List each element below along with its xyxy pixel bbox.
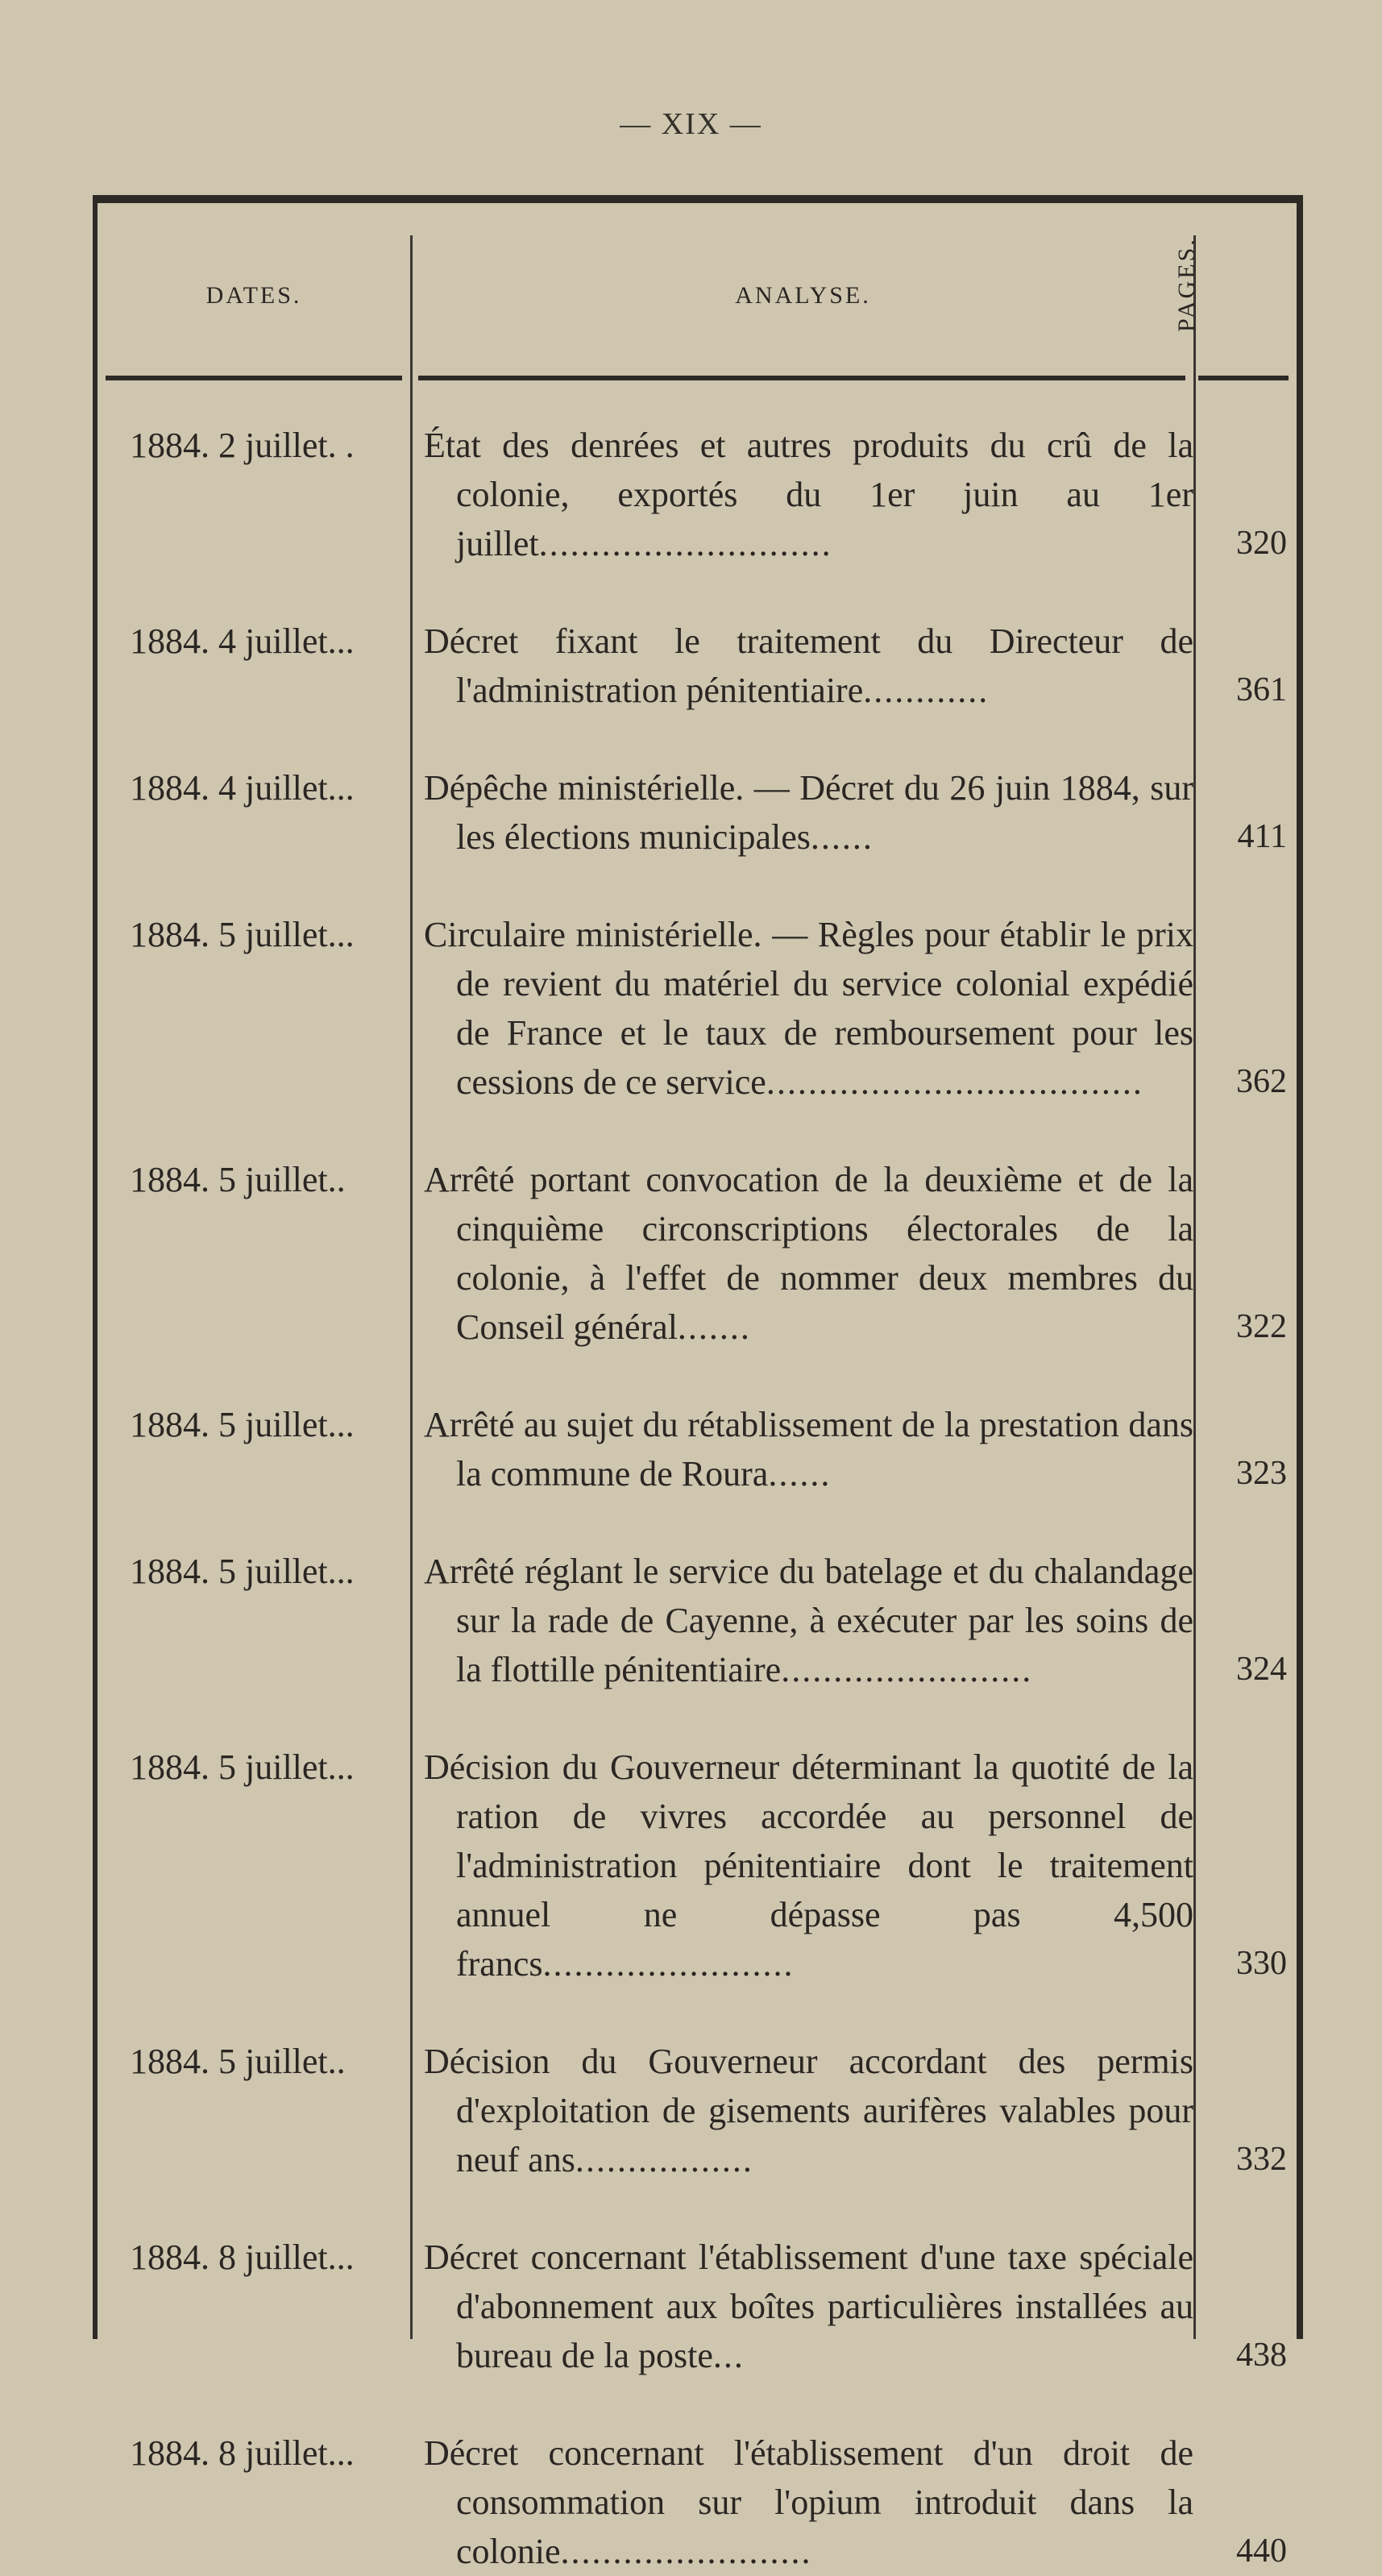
header-rule <box>418 376 1185 380</box>
entry-analysis <box>424 1155 1193 1352</box>
entry-page: 324 <box>1236 1651 1287 1688</box>
table-row <box>98 1547 1297 1694</box>
leader-dots: ...... <box>768 1454 832 1494</box>
page-number: — XIX — <box>620 107 762 141</box>
header-analyse: ANALYSE. <box>735 282 871 309</box>
entry-date: 1884. 5 juillet.. <box>130 1160 346 1199</box>
header-pages: PAGES. <box>1173 237 1200 332</box>
entry-analysis <box>424 2429 1193 2576</box>
entry-analysis <box>424 910 1193 1107</box>
table-row <box>98 763 1297 862</box>
table-row <box>98 617 1297 715</box>
table-row <box>98 1400 1297 1498</box>
table-row <box>98 1743 1297 1988</box>
table-row <box>98 910 1297 1107</box>
entry-page: 361 <box>1236 671 1287 708</box>
entry-analysis <box>424 2233 1193 2380</box>
entry-page: 323 <box>1236 1455 1287 1492</box>
leader-dots: ...... <box>810 817 874 857</box>
leader-dots: ....... <box>677 1307 751 1347</box>
entry-date: 1884. 4 juillet... <box>130 768 355 808</box>
entry-analysis-text: Décret concernant l'établissement d'un droit de consommation sur l'opium introduit dans la colonie <box>424 2433 1193 2571</box>
header-rule <box>106 376 402 380</box>
entry-page: 362 <box>1236 1063 1287 1100</box>
entry-page: 440 <box>1236 2532 1287 2570</box>
table-row <box>98 2429 1297 2576</box>
entry-analysis-text: Arrêté portant convocation de la deuxième et de la cinquième circonscriptions électorales de la colonie, à l'effet de nommer deux membres du Conseil général <box>424 1160 1193 1347</box>
leader-dots: ........................ <box>781 1650 1033 1689</box>
entry-date: 1884. 4 juillet... <box>130 621 355 661</box>
entry-page: 438 <box>1236 2337 1287 2374</box>
header-dates: DATES. <box>205 282 302 309</box>
leader-dots: ............................ <box>538 524 832 563</box>
entry-analysis-text: Décision du Gouverneur déterminant la quotité de la ration de vivres accordée au personnel de l'administration pénitentiaire dont le traitement annuel ne dépasse pas 4,500 francs <box>424 1747 1193 1984</box>
header-rule <box>1198 376 1289 380</box>
table-row <box>98 1155 1297 1352</box>
entry-page: 320 <box>1236 525 1287 562</box>
entry-analysis-text: Arrêté réglant le service du batelage et du chalandage sur la rade de Cayenne, à exécuter par les soins de la flottille pénitentiaire <box>424 1552 1193 1689</box>
entry-analysis-text: Décret fixant le traitement du Directeur de l'administration pénitentiaire <box>424 621 1193 710</box>
leader-dots: ........................ <box>542 1944 795 1984</box>
entry-date: 1884. 2 juillet. . <box>130 426 355 465</box>
entry-analysis <box>424 1743 1193 1988</box>
leader-dots: ........................ <box>560 2532 812 2571</box>
leader-dots: ... <box>712 2336 745 2375</box>
entry-date: 1884. 8 juillet... <box>130 2433 355 2473</box>
entry-page: 330 <box>1236 1945 1287 1982</box>
table-header <box>98 203 1297 382</box>
entry-analysis <box>424 763 1193 862</box>
entry-page: 332 <box>1236 2141 1287 2178</box>
entry-analysis <box>424 2037 1193 2184</box>
table-row <box>98 421 1297 568</box>
table-row <box>98 2233 1297 2380</box>
entry-analysis-text: Dépêche ministérielle. — Décret du 26 juin 1884, sur les élections municipales <box>424 768 1193 857</box>
entry-date: 1884. 5 juillet... <box>130 1405 355 1444</box>
entry-analysis-text: État des denrées et autres produits du crû de la colonie, exportés du 1er juin au 1er juillet <box>424 426 1193 563</box>
table-row <box>98 2037 1297 2184</box>
entry-date: 1884. 5 juillet... <box>130 1747 355 1787</box>
leader-dots: .................................... <box>766 1062 1143 1102</box>
entry-date: 1884. 5 juillet.. <box>130 2042 346 2081</box>
leader-dots: ............ <box>863 671 990 710</box>
entry-analysis-text: Circulaire ministérielle. — Règles pour établir le prix de revient du matériel du service colonial expédié de France et le taux de remboursement pour les cessions de ce service <box>424 915 1193 1102</box>
entry-date: 1884. 5 juillet... <box>130 915 355 954</box>
table-body <box>98 421 1297 2576</box>
entry-analysis <box>424 421 1193 568</box>
entry-date: 1884. 5 juillet... <box>130 1552 355 1591</box>
leader-dots: ................. <box>575 2140 753 2179</box>
entry-analysis <box>424 1547 1193 1694</box>
entry-date: 1884. 8 juillet... <box>130 2237 355 2277</box>
entry-analysis <box>424 617 1193 715</box>
entry-page: 322 <box>1236 1308 1287 1345</box>
entry-page: 411 <box>1237 818 1287 855</box>
entry-analysis-text: Arrêté au sujet du rétablissement de la prestation dans la commune de Roura <box>424 1405 1193 1494</box>
entry-analysis <box>424 1400 1193 1498</box>
entry-analysis-text: Décision du Gouverneur accordant des permis d'exploitation de gisements aurifères valables pour neuf ans <box>424 2042 1193 2179</box>
index-table <box>93 195 1303 2571</box>
entry-analysis-text: Décret concernant l'établissement d'une taxe spéciale d'abonnement aux boîtes particulières installées au bureau de la poste <box>424 2237 1193 2375</box>
